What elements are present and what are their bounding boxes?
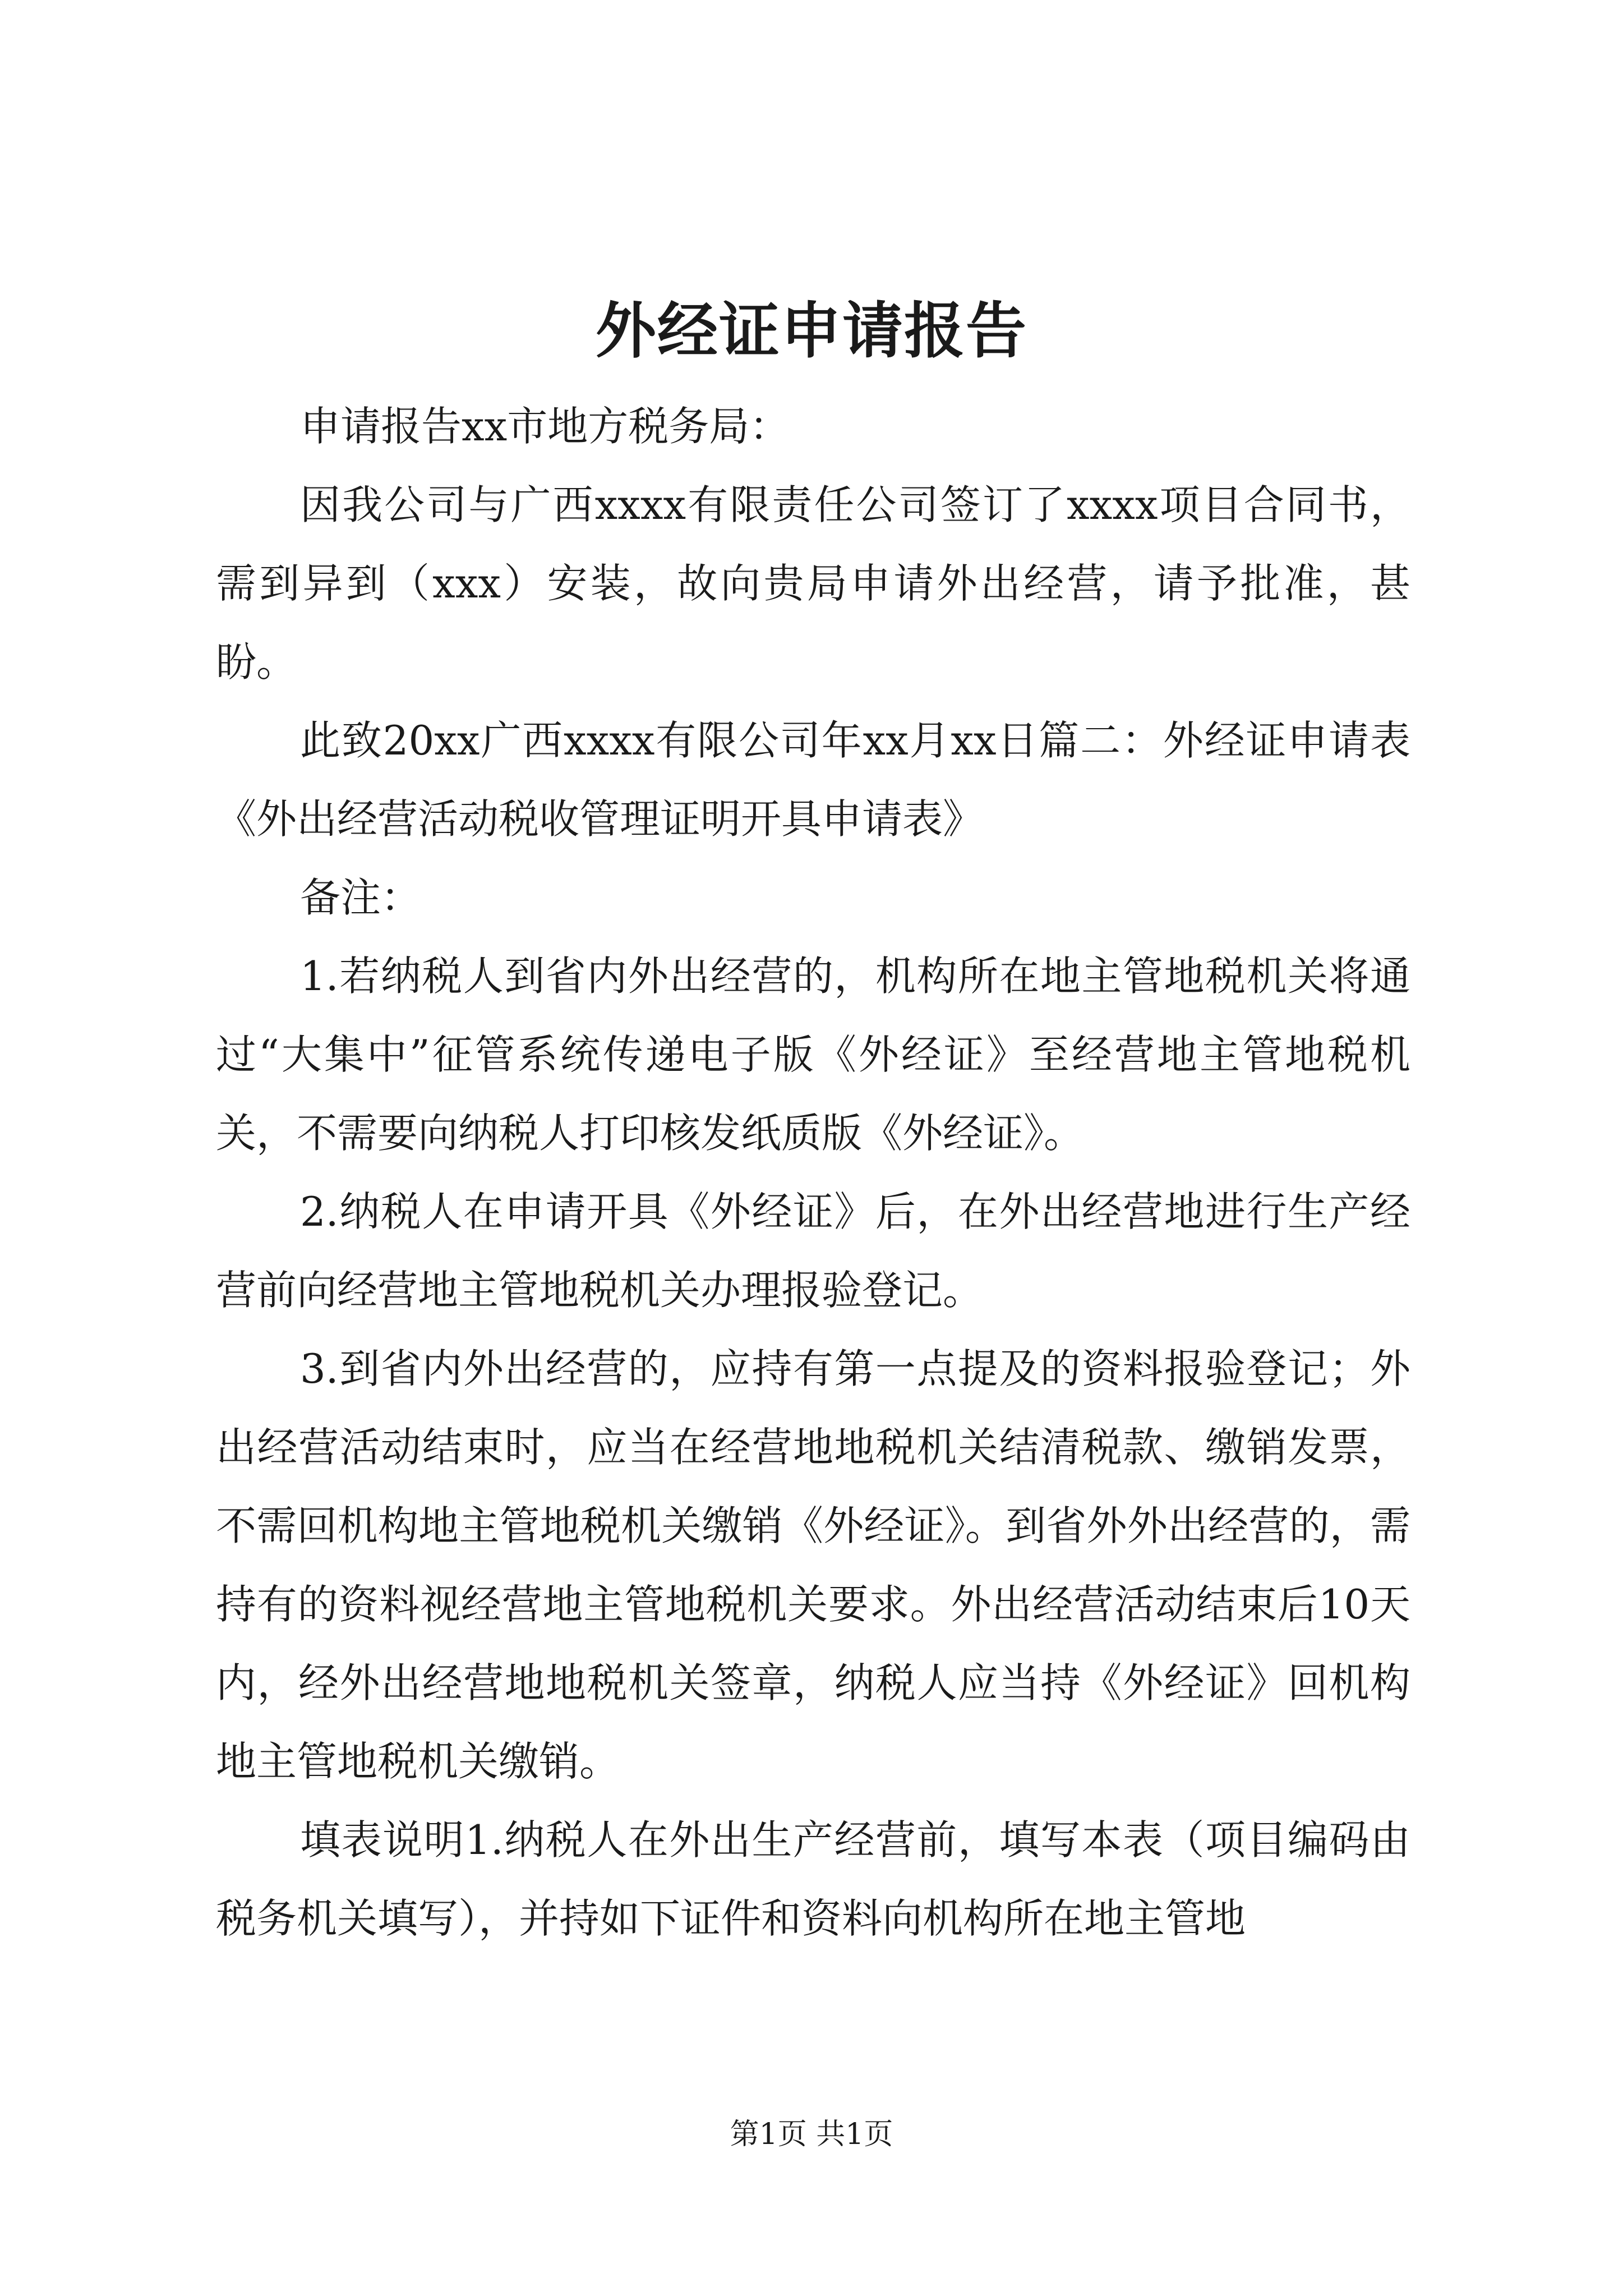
remarks-heading: 备注： <box>300 874 422 921</box>
instructions-paragraph: 填表说明1.纳税人在外出生产经营前，填写本表（项目编码由税务机关填写），并持如下证件和资料向机构所在地主管地 <box>216 1816 1410 1942</box>
document-title: 外经证申请报告 <box>595 296 1027 366</box>
remark-item-2: 2.纳税人在申请开具《外经证》后，在外出经营地进行生产经营前向经营地主管地税机关办理报验登记。 <box>216 1188 1410 1314</box>
remark-item-1: 1.若纳税人到省内外出经营的，机构所在地主管地税机关将通过“大集中”征管系统传递电子版《外经证》至经营地主管地税机关，不需要向纳税人打印核发纸质版《外经证》。 <box>216 953 1410 1157</box>
closing-paragraph: 此致20xx广西xxxx有限公司年xx月xx日篇二：外经证申请表《外出经营活动税收管理证明开具申请表》 <box>216 717 1410 843</box>
page-footer: 第1页 共1页 <box>730 2118 893 2151</box>
document-body <box>216 387 1410 1958</box>
request-paragraph: 因我公司与广西xxxx有限责任公司签订了xxxx项目合同书，需到异到（xxx）安装，故向贵局申请外出经营，请予批准，甚盼。 <box>216 481 1410 685</box>
salutation-paragraph: 申请报告xx市地方税务局： <box>300 403 790 450</box>
remark-item-3: 3.到省内外出经营的，应持有第一点提及的资料报验登记；外出经营活动结束时，应当在经营地地税机关结清税款、缴销发票，不需回机构地主管地税机关缴销《外经证》。到省外外出经营的，需持有的资料视经营地主管地税机关要求。外出经营活动结束后10天内，经外出经营地地税机关签章，纳税人应当持《外经证》回机构地主管地税机关缴销。 <box>216 1345 1410 1785</box>
